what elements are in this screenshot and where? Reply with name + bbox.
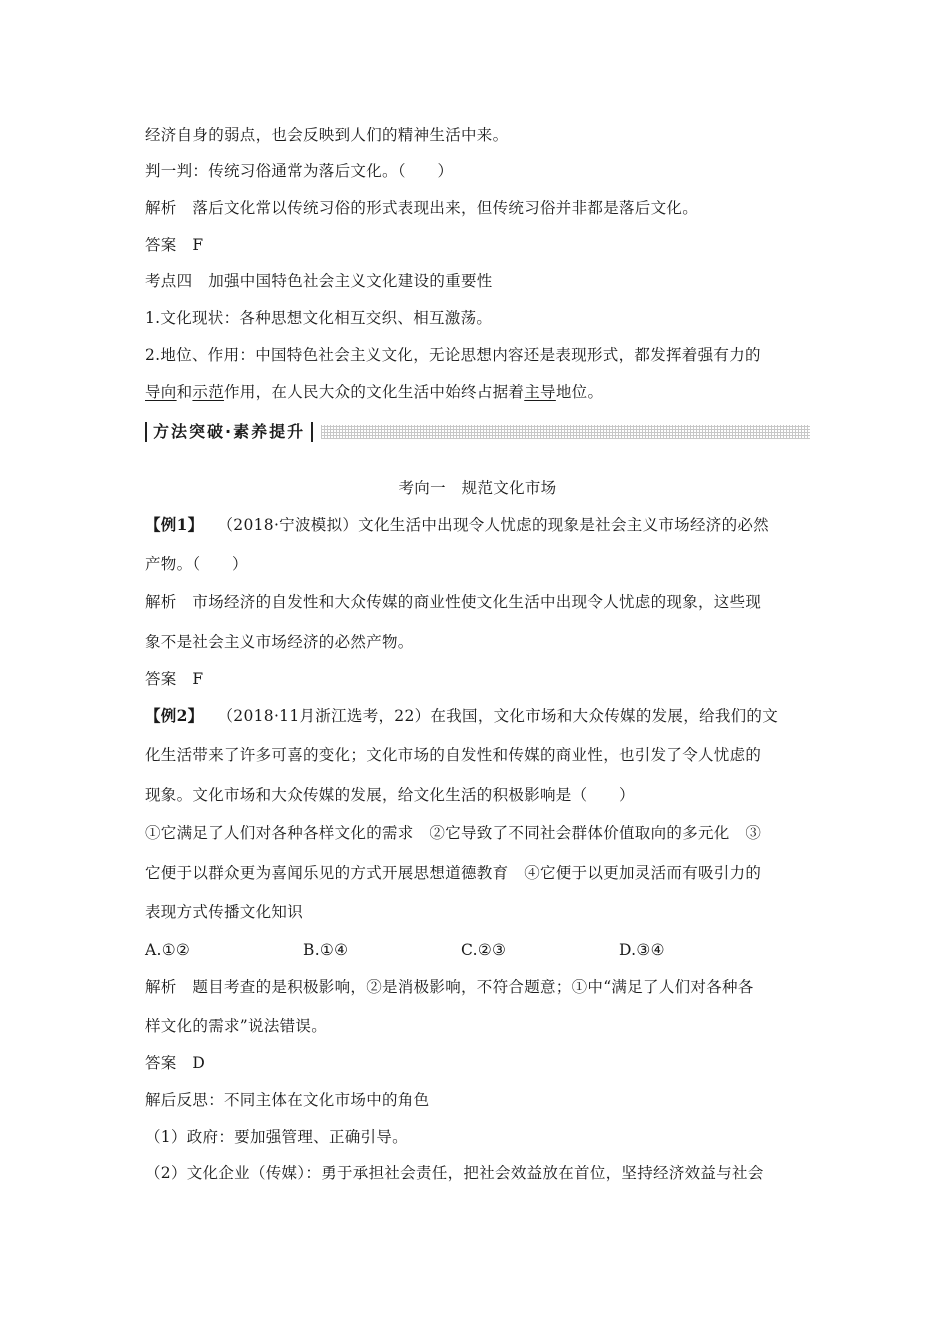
example-2-statements: ①它满足了人们对各种各样文化的需求 ②它导致了不同社会群体价值取向的多元化 ③ (145, 824, 762, 842)
example-2-analysis-cont: 样文化的需求”说法错误。 (145, 1017, 328, 1035)
subsection-title: 考向一 规范文化市场 (398, 479, 557, 497)
section-banner (145, 421, 810, 443)
example-1-analysis: 解析 市场经济的自发性和大众传媒的商业性使文化生活中出现令人忧虑的现象，这些现 (145, 593, 762, 611)
reflection-point-1: （1）政府：要加强管理、正确引导。 (145, 1128, 408, 1146)
example-2-answer: 答案 D (145, 1054, 206, 1072)
example-2-statements-cont: 它便于以群众更为喜闻乐见的方式开展思想道德教育 ④它便于以更加灵活而有吸引力的 (145, 864, 762, 882)
reflection-title: 解后反思：不同主体在文化市场中的角色 (145, 1091, 430, 1109)
reflection-point-2: （2）文化企业（传媒）：勇于承担社会责任，把社会效益放在首位，坚持经济效益与社会 (145, 1164, 764, 1182)
example-2-question-cont: 现象。文化市场和大众传媒的发展，给文化生活的积极影响是（ ） (145, 786, 635, 804)
example-tag: 【例2】 (145, 706, 204, 725)
option-b: B.①④ (303, 941, 349, 959)
banner-title: 方法突破·素养提升 (145, 422, 313, 442)
banner-pattern (321, 425, 810, 439)
underlined-term: 导向 (145, 383, 177, 401)
example-1-question: 【例1】 （2018·宁波模拟）文化生活中出现令人忧虑的现象是社会主义市场经济的必然 (145, 515, 769, 534)
answer-options (145, 940, 777, 960)
example-2-question: 【例2】 （2018·11月浙江选考，22）在我国，文化市场和大众传媒的发展，给我们的文 (145, 706, 779, 725)
section-heading: 考点四 加强中国特色社会主义文化建设的重要性 (145, 272, 493, 290)
example-1-analysis-cont: 象不是社会主义市场经济的必然产物。 (145, 633, 414, 651)
example-tag: 【例1】 (145, 515, 204, 534)
paragraph-line: 经济自身的弱点，也会反映到人们的精神生活中来。 (145, 126, 509, 144)
underlined-term: 主导 (524, 383, 556, 401)
numbered-point-2: 2.地位、作用：中国特色社会主义文化，无论思想内容还是表现形式，都发挥着强有力的 (145, 346, 761, 364)
answer-line: 答案 F (145, 236, 204, 254)
numbered-point-2-cont: 导向和示范作用，在人民大众的文化生活中始终占据着主导地位。 (145, 383, 604, 401)
numbered-point-1: 1.文化现状：各种思想文化相互交织、相互激荡。 (145, 309, 493, 327)
example-1-question-cont: 产物。（ ） (145, 555, 248, 573)
option-a: A.①② (145, 941, 191, 959)
option-c: C.②③ (461, 941, 507, 959)
example-2-statements-cont: 表现方式传播文化知识 (145, 903, 304, 921)
option-d: D.③④ (619, 941, 665, 959)
example-2-question-cont: 化生活带来了许多可喜的变化；文化市场的自发性和传媒的商业性，也引发了令人忧虑的 (145, 746, 762, 764)
example-2-analysis: 解析 题目考查的是积极影响，②是消极影响，不符合题意；①中“满足了人们对各种各 (145, 978, 754, 996)
underlined-term: 示范 (192, 383, 225, 401)
analysis-line: 解析 落后文化常以传统习俗的形式表现出来，但传统习俗并非都是落后文化。 (145, 199, 699, 217)
example-1-answer: 答案 F (145, 670, 204, 688)
judge-question: 判一判：传统习俗通常为落后文化。（ ） (145, 162, 454, 180)
